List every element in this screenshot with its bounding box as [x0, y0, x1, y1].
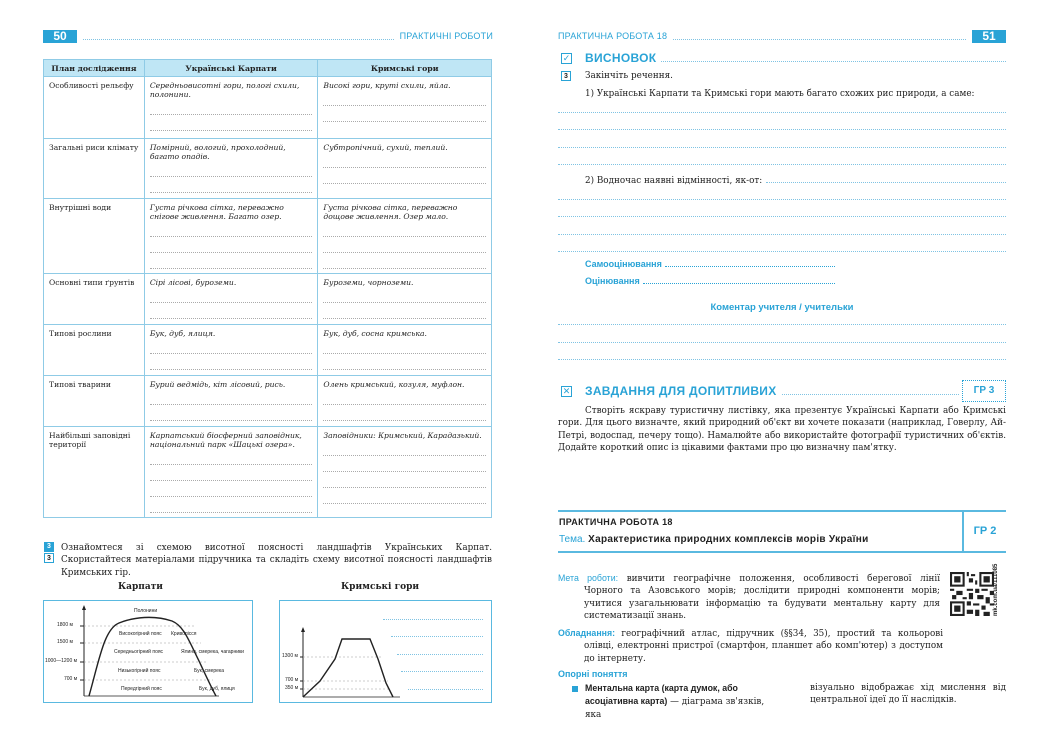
vegetation-label: Криволісся: [171, 631, 197, 637]
concept-definition-1: — діаграма зв'язків, яка: [585, 697, 765, 720]
concept-definition-col1: [585, 682, 779, 721]
row-aspect: Внутрішні води: [44, 199, 145, 274]
theme-text: Характеристика природних комплексів морів України: [588, 534, 869, 545]
equipment-paragraph: [558, 627, 943, 665]
answer-line[interactable]: [558, 324, 1006, 325]
answer-line[interactable]: [150, 161, 313, 177]
concept-definition-2: візуально відображає хід мислення від центральної ідеї до її наслідків.: [810, 683, 1006, 706]
answer-line[interactable]: [150, 287, 313, 303]
self-assessment-label: Самооцінювання: [585, 259, 662, 269]
col-header-carpathians: Українські Карпати: [144, 60, 318, 77]
answer-line[interactable]: [323, 389, 486, 405]
curious-header: [561, 380, 1006, 402]
col-header-crimea: Кримські гори: [318, 60, 492, 77]
assessment-row: [585, 276, 835, 286]
belt-label: Високогірний пояс: [119, 631, 162, 637]
goal-label: Мета роботи:: [558, 573, 619, 583]
answer-line[interactable]: [323, 106, 486, 122]
cell-carpathians: [144, 274, 318, 325]
answer-line[interactable]: [558, 199, 1006, 200]
cell-text: Сірі лісові, буроземи.: [149, 278, 237, 287]
row-aspect: Найбільші заповідні території: [44, 427, 145, 518]
cell-text: Субтропічний, сухий, теплий.: [323, 143, 448, 152]
research-plan-table: [43, 59, 492, 518]
belt-label: Середньогірний пояс: [114, 649, 164, 655]
cell-crimea: [318, 77, 492, 139]
table-row: [44, 139, 492, 199]
cell-carpathians: [144, 427, 318, 518]
task-badges: [44, 542, 54, 563]
running-header-right: [558, 29, 1006, 43]
cell-carpathians: [144, 199, 318, 274]
cross-box-icon: ✕: [562, 385, 571, 396]
answer-line[interactable]: [323, 152, 486, 168]
page-number: 50: [43, 30, 77, 43]
task-number-badge: 3: [44, 542, 54, 552]
answer-line[interactable]: [323, 472, 486, 488]
answer-line[interactable]: [323, 440, 486, 456]
answer-line[interactable]: [558, 251, 1006, 252]
answer-line[interactable]: [323, 488, 486, 504]
peak-label: Полонини: [134, 608, 158, 614]
belt-label: Низькогірний пояс: [118, 668, 161, 674]
mountain-profile-graphic: [280, 601, 490, 701]
answer-line[interactable]: [383, 619, 483, 620]
answer-line[interactable]: [150, 221, 313, 237]
col-header-plan: План дослідження: [44, 60, 145, 77]
y-tick-1300: 1300 м: [282, 653, 298, 659]
cell-text: Густа річкова сітка, переважно снігове живлення. Багато озер.: [149, 203, 284, 221]
cell-crimea: [318, 325, 492, 376]
cell-text: Бук, дуб, сосна кримська.: [323, 329, 427, 338]
answer-line[interactable]: [397, 654, 483, 655]
cell-crimea: [318, 199, 492, 274]
answer-line[interactable]: [408, 689, 483, 690]
row-aspect: Типові тварини: [44, 376, 145, 427]
vegetation-label: Бук, дуб, ялиця: [199, 686, 235, 692]
answer-line[interactable]: [323, 338, 486, 354]
task3-text: Ознайомтеся зі схемою висотної поясності ландшафтів Українських Карпат. Скористайтеся матеріалами підручника та складіть схему висотної поясності ландшафтів Кримських гір.: [61, 543, 492, 578]
practical-work-header: [558, 510, 1006, 553]
curious-text: Створіть яскраву туристичну листівку, яка презентує Українські Карпати або Кримські гори. Для цього визначте, який природний об'єкт ви хочете показати (наприклад, Говерлу, Ай-Петрі, водоспад, печеру тощо). Намалюйте або використайте фотографії туристичних об'єктів. Додайте короткий опис із цікавими фактами про цю визначну пам'ятку.: [558, 406, 1006, 453]
running-header: [43, 29, 493, 43]
answer-line[interactable]: [150, 465, 313, 481]
chart-title-carpathians: Карпати: [118, 582, 163, 592]
answer-line[interactable]: [150, 177, 313, 193]
cell-text: Буроземи, чорноземи.: [323, 278, 414, 287]
group-badge: ГР 3: [962, 380, 1006, 402]
cell-text: Заповідники: Кримський, Карадазький.: [323, 431, 482, 440]
y-tick-1000-1200: 1000—1200 м: [45, 658, 78, 664]
task-level-badge: 3: [561, 71, 571, 81]
answer-line[interactable]: [391, 636, 483, 637]
answer-line[interactable]: [766, 174, 1006, 183]
answer-line[interactable]: [150, 481, 313, 497]
row-aspect: Особливості рельєфу: [44, 77, 145, 139]
answer-line[interactable]: [558, 112, 1006, 113]
answer-line[interactable]: [323, 168, 486, 184]
page-number: 51: [972, 30, 1006, 43]
conclusion-item-1: 1) Українські Карпати та Кримські гори мають багато схожих рис природи, а саме:: [585, 89, 975, 99]
task-level-badge: 3: [44, 553, 54, 563]
conclusion-item-2-row: [585, 174, 1006, 187]
answer-line[interactable]: [558, 129, 1006, 130]
cell-crimea: [318, 376, 492, 427]
practical-work-title: ПРАКТИЧНА РОБОТА 18: [559, 517, 673, 527]
assessment-field[interactable]: [643, 276, 835, 284]
answer-line[interactable]: [558, 342, 1006, 343]
bullet-square-icon: [572, 686, 578, 692]
answer-line[interactable]: [150, 303, 313, 319]
answer-line[interactable]: [558, 359, 1006, 360]
qr-url-label[interactable]: mk.com.ua/111085: [993, 563, 999, 616]
carpathians-altitude-chart: [43, 600, 253, 703]
answer-line[interactable]: [323, 253, 486, 269]
cell-crimea: [318, 274, 492, 325]
answer-line[interactable]: [150, 237, 313, 253]
table-row: [44, 325, 492, 376]
row-aspect: Основні типи ґрунтів: [44, 274, 145, 325]
cell-text: Олень кримський, козуля, муфлон.: [323, 380, 465, 389]
answer-line[interactable]: [323, 221, 486, 237]
belt-label: Передгірний пояс: [121, 686, 162, 692]
self-assessment-row: [585, 259, 835, 269]
row-aspect: Загальні риси клімату: [44, 139, 145, 199]
equipment-label: Обладнання:: [558, 628, 616, 638]
group-badge: ГР 2: [962, 512, 1006, 551]
y-tick-350: 350 м: [285, 685, 299, 691]
theme-label: Тема.: [559, 534, 586, 545]
vegetation-label: Бук, смерека: [194, 668, 224, 674]
cell-text: Карпатський біосферний заповідник, національний парк «Шацькі озера».: [149, 431, 302, 449]
curious-title: ЗАВДАННЯ ДЛЯ ДОПИТЛИВИХ: [585, 384, 777, 398]
section-label: ПРАКТИЧНА РОБОТА 18: [558, 31, 668, 41]
cell-text: Середньовисотні гори, пологі схили, полонини.: [149, 81, 300, 99]
section-label: ПРАКТИЧНІ РОБОТИ: [399, 31, 493, 41]
self-assessment-field[interactable]: [665, 259, 835, 267]
answer-line[interactable]: [150, 253, 313, 269]
table-row: [44, 376, 492, 427]
y-tick-700: 700 м: [64, 676, 78, 682]
cell-carpathians: [144, 77, 318, 139]
row-aspect: Типові рослини: [44, 325, 145, 376]
cell-text: Високі гори, круті схили, яйла.: [323, 81, 451, 90]
cell-text: Помірний, вологий, прохолодний, багато опадів.: [149, 143, 286, 161]
goal-text: вивчити географічне положення, особливості берегової лінії Чорного та Азовського морів; дослідити природні компоненти морів; учитися узагальнювати інформацію та будувати ментальну карту для систематизації знань.: [584, 574, 941, 621]
y-tick-700: 700 м: [285, 677, 299, 683]
checkbox-icon: ✓: [562, 52, 571, 63]
conclusion-item-2: 2) Водночас наявні відмінності, як-от:: [585, 176, 763, 186]
y-tick-1500: 1500 м: [57, 639, 73, 645]
table-row: [44, 199, 492, 274]
teacher-comment-label: Коментар учителя / учительки: [710, 302, 854, 313]
cell-carpathians: [144, 325, 318, 376]
cell-text: Бук, дуб, ялиця.: [149, 329, 216, 338]
answer-line[interactable]: [150, 497, 313, 513]
assessment-label: Оцінювання: [585, 276, 640, 286]
cell-carpathians: [144, 139, 318, 199]
cell-text: Густа річкова сітка, переважно дощове живлення. Озер мало.: [323, 203, 458, 221]
table-row: [44, 274, 492, 325]
answer-line[interactable]: [323, 405, 486, 421]
theme-row: [559, 534, 869, 545]
answer-line[interactable]: [150, 99, 313, 115]
answer-line[interactable]: [323, 237, 486, 253]
answer-line[interactable]: [323, 354, 486, 370]
cell-crimea: [318, 139, 492, 199]
conclusion-instruction: Закінчіть речення.: [585, 71, 673, 81]
concepts-label: Опорні поняття: [558, 669, 628, 679]
answer-line[interactable]: [323, 456, 486, 472]
y-tick-1800: 1800 м: [57, 622, 73, 628]
cell-crimea: [318, 427, 492, 518]
answer-line[interactable]: [323, 90, 486, 106]
answer-line[interactable]: [323, 287, 486, 303]
conclusion-header: [561, 51, 1006, 65]
qr-code[interactable]: [950, 572, 994, 616]
chart-title-crimea: Кримські гори: [341, 582, 420, 592]
concept-term: Ментальна карта (карта думок, або асоціативна карта): [585, 683, 738, 707]
table-row: [44, 77, 492, 139]
answer-line[interactable]: [558, 216, 1006, 217]
answer-line[interactable]: [558, 234, 1006, 235]
answer-line[interactable]: [150, 338, 313, 354]
answer-line[interactable]: [323, 303, 486, 319]
answer-line[interactable]: [401, 671, 483, 672]
answer-line[interactable]: [558, 147, 1006, 148]
cell-text: Бурий ведмідь, кіт лісовий, рись.: [149, 380, 286, 389]
goal-paragraph: [558, 572, 940, 622]
answer-line[interactable]: [558, 164, 1006, 165]
cell-carpathians: [144, 376, 318, 427]
vegetation-label: Ялина, смерека, чагарники: [181, 649, 244, 655]
conclusion-title: ВИСНОВОК: [585, 51, 657, 65]
table-row: [44, 427, 492, 518]
answer-line[interactable]: [150, 115, 313, 131]
equipment-text: географічний атлас, підручник (§§34, 35), простий та кольорові олівці, електронні пристрої (смартфон, планшет або комп'ютер) з доступом до інтернету.: [584, 629, 944, 664]
answer-line[interactable]: [150, 449, 313, 465]
answer-line[interactable]: [150, 389, 313, 405]
answer-line[interactable]: [150, 354, 313, 370]
answer-line[interactable]: [150, 405, 313, 421]
crimea-altitude-chart: [279, 600, 492, 703]
